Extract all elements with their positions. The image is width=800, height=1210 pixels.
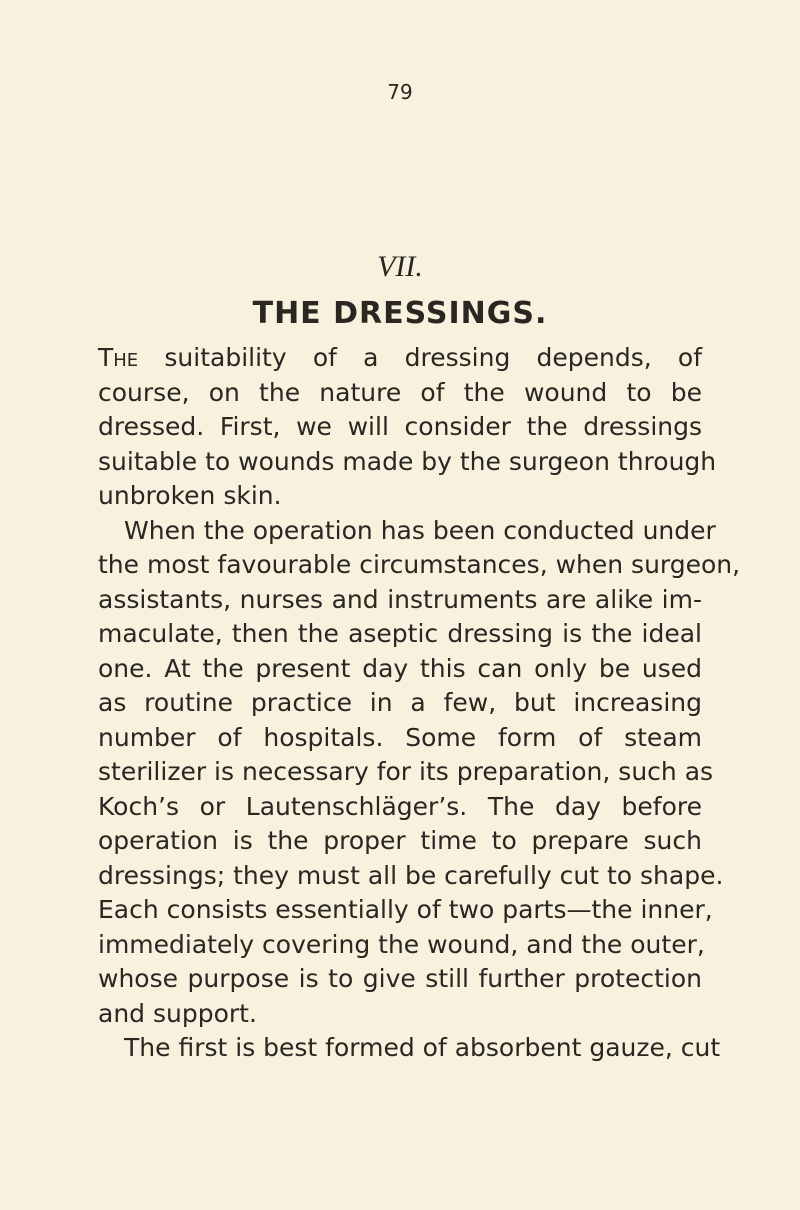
text-line: Koch’s or Lautenschläger’s. The day before [98,791,702,821]
text-line: dressed. First, we will consider the dressings [98,412,702,441]
text-line: operation is the proper time to prepare such [98,826,702,855]
text-line: maculate, then the aseptic dressing is the ideal [98,619,702,648]
chapter-number: VII. [377,250,423,283]
text-line: sterilizer is necessary for its preparation, such as [98,757,714,786]
body-text [98,341,741,1066]
text-line: one. At the present day this can only be used [98,653,702,683]
chapter-title: THE DRESSINGS. [252,296,548,331]
text-line: the most favourable circumstances, when surgeon, [98,550,741,579]
text-line: whose purpose is to give still further protection [98,964,702,993]
text-line: unbroken skin. [98,481,282,510]
text-line: dressings; they must all be carefully cut to shape. [98,860,724,890]
text-line: number of hospitals. Some form of steam [98,722,702,752]
text-line: and support. [98,998,257,1028]
lead-word: The [98,343,139,372]
text-line: assistants, nurses and instruments are alike im- [98,584,702,614]
text-line [98,341,702,376]
text-line: immediately covering the wound, and the outer, [98,929,705,959]
text-line: Each consists essentially of two parts—the inner, [98,895,713,924]
line-text: suitability of a dressing depends, of [138,343,702,372]
text-line: as routine practice in a few, but increasing [98,688,702,717]
text-line: The first is best formed of absorbent gauze, cut [124,1033,721,1062]
page-number: 79 [387,80,413,104]
text-line: course, on the nature of the wound to be [98,377,702,407]
text-line: suitable to wounds made by the surgeon through [98,446,717,476]
text-line: When the operation has been conducted under [124,515,716,545]
